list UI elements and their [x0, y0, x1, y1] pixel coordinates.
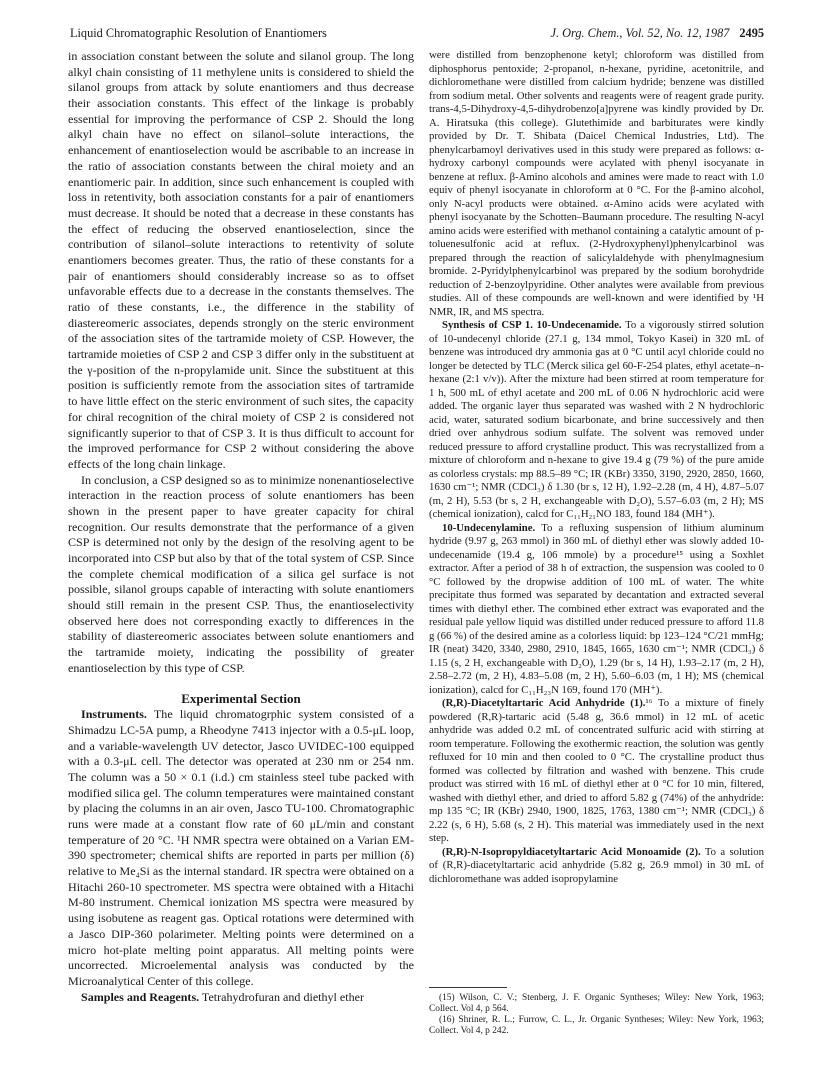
monoamide-run-in-head: (R,R)-N-Isopropyldiacetyltartaric Acid Monoamide (2). — [442, 845, 701, 858]
reagents-paragraph: were distilled from benzophenone ketyl; chloroform was distilled from diphosphorus pentoxide; 2-propanol, n-hexane, pyridine, acetonitrile, and dichloromethane were distilled from calcium hydride; benzene was distilled from sodium metal. Other solvents and reagents were of reagent grade purity. trans-4,5-Dihydroxy-4,5-dihydrobenzo[a]pyrene was kindly provided by Dr. A. Hiratsuka (this college). Glutethimide and barbiturates were kindly provided by Dr. T. Shibata (Daicel Chemical Industries, Ltd). The phenylcarbamoyl derivatives used in this study were prepared as follows: α-hydroxy carbonyl compounds were acylated with phenyl isocyanate in benzene at reflux. β-Amino alcohols and amines were made to react with 1.0 equiv of phenyl isocyanate in chloroform at 0 °C. For the β-amino alcohol, only N-acyl products were obtained. α-Amino acids were acylated with phenyl isocyanate by the Schotten–Baumann procedure. The resulting N-acyl amino acids were esterified with methanol containing a catalytic amount of p-toluenesulfonic acid at reflux. (2-Hydroxyphenyl)phenylcarbinol was prepared through the reaction of salicylaldehyde with phenylmagnesium bromide. 2-Pyridylphenylcarbinol was prepared by the sodium borohydride reduction of 2-benzoylpyridine. Other analytes were available from previous studies. All of these compounds are well-known and were identified by ¹H NMR, IR, and MS spectra. — [429, 49, 764, 318]
samples-run-in-head: Samples and Reagents. — [81, 989, 200, 1004]
monoamide-text: To a solution of (R,R)-diacetyltartaric acid anhydride (5.82 g, 26.9 mmol) in 30 mL of dichloromethane was added isopropylamine — [429, 845, 764, 885]
csp1-text: To a vigorously stirred solution of 10-undecenyl chloride (27.1 g, 134 mmol, Tokyo Kasei) in 320 mL of benzene was introduced dry ammonia gas at 0 °C until acyl chloride could no longer be detected by TLC (Merck silica gel 60-F-254 plates, ethyl acetate–n-hexane (2:1 v/v)). After the mixture had been stirred at room temperature for 1 h, 500 mL of ethyl acetate and 200 mL of 0.06 N hydrochloric acid were added. The organic layer thus separated was washed with 2 N hydrochloric acid, water, saturated sodium bicarbonate, and brine successively and then dried over anhydrous sodium sulfate. The solvent was removed under reduced pressure to afford crystalline product. This was recrystallized from a mixture of chloroform and n-hexane to give 19.4 g (79 %) of the pure amide as colorless crystals: mp 88.5–89 °C; IR (KBr) 3350, 3190, 2920, 2850, 1660, 1630 cm⁻¹; NMR (CDCl₃) δ 1.30 (br s, 12 H), 1.92–2.28 (m, 4 H), 4.87–5.07 (m, 2 H), 5.53 (br s, 2 H, exchangeable with D₂O), 5.57–6.03 (m, 2 H); MS (chemical ionization), calcd for C₁₁H₂₁NO 183, found 184 (MH⁺). — [429, 319, 764, 520]
right-column — [429, 49, 764, 886]
instruments-run-in-head: Instruments. — [81, 707, 147, 722]
footnotes — [429, 993, 764, 1037]
anhydride-text: To a mixture of finely powdered (R,R)-tartaric acid (5.48 g, 36.6 mmol) in 12 mL of acetic anhydride was added 0.2 mL of concentrated sulfuric acid with stirring at room temperature. Following the exothermic reaction, the solution was gently refluxed for 10 min and then cooled to 0 °C. The crystalline product thus formed was collected by filtration and washed with benzene. This crude product was stirred with 16 mL of diethyl ether at 0 °C for 10 min, filtered, washed with diethyl ether, and dried to afford 5.82 g (74%) of the anhydride: mp 135 °C; IR (KBr) 2940, 1900, 1825, 1763, 1380 cm⁻¹; NMR (CDCl₃) δ 2.22 (s, 6 H), 5.68 (s, 2 H). This material was immediately used in the next step. — [429, 697, 765, 844]
page-number: 2495 — [739, 26, 764, 40]
instruments-text: The liquid chromatogrphic system consisted of a Shimadzu LC-5A pump, a Rheodyne 7413 injector with a 0.5-μL loop, and a variable-wavelength UV detector, Jasco UVIDEC-100 equipped with a 0.3-μL cell. The detector was operated at 230 nm or 254 nm. The column was a 50 × 0.1 (i.d.) cm stainless steel tube packed with modified silica gel. The column temperatures were maintained constant by placing the columns in an air oven, Jasco TU-100. Chromatographic runs were made at a constant flow rate of 60 μL/min and constant temperature of 20 °C. ¹H NMR spectra were obtained on a Varian EM-390 spectrometer; chemical shifts are reported in parts per million (δ) relative to Me₄Si as the internal standard. IR spectra were obtained on a Hitachi 260-10 spectrometer. MS spectra were obtained with a Hitachi M-80 instrument. Chemical ionization MS spectra were measured by using isobutene as reagent gas. Optical rotations were determined with a Jasco DIP-360 polarimeter. Melting points were determined on a micro hot-plate melting point apparatus. All melting points were uncorrected. Microelemental analysis was conducted by the Microanalytical Center of this college. — [68, 707, 414, 988]
csp1-paragraph — [429, 319, 764, 522]
section-heading: Experimental Section — [181, 690, 301, 706]
anhydride-ref: ¹⁶ — [645, 697, 653, 709]
anhydride-run-in-head: (R,R)-Diacetyltartaric Acid Anhydride (1). — [442, 697, 646, 709]
journal-info: J. Org. Chem., Vol. 52, No. 12, 1987 — [550, 26, 730, 40]
instruments-paragraph — [68, 707, 414, 989]
conclusion-paragraph: In conclusion, a CSP designed so as to minimize nonenantioselective interaction in the reaction process of solute enantiomers has been shown in the present paper to have greater capacity for chiral recognition. Our results demonstrate that the performance of a given CSP is determined not only by the design of the resolving agent to be incorporated into CSP but also by that of the total system of CSP. Since the complete chemical modification of a silica gel surface is not possible, silanol groups capable of interacting with solute enantiomers should still remain in the present CSP. Thus, the enantioselectivity observed here does not corresponding exactly to differences in the stability of diastereomeric associates between solute enantiomers and the tartramide moiety, indicating the possibility of greater enantioselection by this type of CSP. — [68, 472, 414, 675]
samples-text: Tetrahydrofuran and diethyl ether — [199, 989, 364, 1004]
samples-paragraph — [68, 990, 414, 1006]
footnote-divider — [429, 987, 507, 988]
left-column — [68, 49, 414, 1005]
anhydride-paragraph — [429, 697, 764, 846]
footnote-16: (16) Shriner, R. L.; Furrow, C. L., Jr. Organic Syntheses; Wiley: New York, 1963; Collect. Vol 4, p 242. — [429, 1015, 764, 1036]
journal-citation — [551, 26, 764, 40]
csp1-run-in-head: Synthesis of CSP 1. 10-Undecenamide. — [442, 319, 622, 331]
monoamide-paragraph — [429, 846, 764, 887]
running-title: Liquid Chromatographic Resolution of Enantiomers — [70, 26, 327, 40]
amine-text: To a refluxing suspension of lithium aluminum hydride (9.97 g, 263 mmol) in 360 mL of diethyl ether was slowly added 10-undecenamide (19.4 g, 106 mmole) by a procedure¹⁵ using a Soxhlet extractor. After a period of 38 h of extraction, the suspension was cooled to 0 °C followed by the dropwise addition of 100 mL of water. The white precipitate thus formed was separated by decantation and extracted several times with diethyl ether. The combined ether extract was evaporated and the residual pale yellow liquid was distilled under reduced pressure to afford 11.8 g (66 %) of the desired amine as a colorless liquid: bp 123–124 °C/21 mmHg; IR (neat) 3420, 3340, 2980, 2910, 1845, 1665, 1630 cm⁻¹; NMR (CDCl₃) δ 1.15 (s, 2 H, exchangeable with D₂O), 1.29 (br s, 14 H), 1.93–2.17 (m, 2 H), 2.58–2.72 (m, 2 H), 4.83–5.08 (m, 2 H), 5.60–6.03 (m, 1 H); MS (chemical ionization), calcd for C₁₁H₂₃N 169, found 170 (MH⁺). — [429, 521, 764, 696]
discussion-paragraph-1: in association constant between the solute and silanol group. The long alkyl chain consisting of 11 methylene units is considered to shield the silanol groups from attack by solute enantiomers and thus decrease their association constants. This effect of the linkage is probably essential for improving the performance of CSP 2. Should the long alkyl chain have no effect on silanol–solute interactions, the enhancement of enantioselection would be ascribable to an increase in the ratio of association constants between the chiral moiety and an enantiomeric pair. In addition, since such enhancement is coupled with loss in retentivity, both association constants for a pair of enantiomers must decrease. It should be noted that a decrease in these constants has the effect of reducing the observed enantioselection, since the contribution of silanol–solute interactions to retentivity of solute enantiomers becomes greater. Thus, the ratio of these constants for a pair of enantiomers should considerably increase so as to offset unfavorable effects due to a decrease in the constants themselves. The ratio of these constants, i.e., the difference in the stability of diastereomeric associates, depends strongly on the steric environment of the association sites of the tartramide moiety of CSP. However, the tartramide moieties of CSP 2 and CSP 3 differ only in the substituent at the γ-position of the n-propylamide unit. Since the substituent at this position is sufficiently remote from the association sites of tartramide to have little effect on the steric environment of such sites, the capacity for chiral recognition of the chiral moiety of CSP 2 is considered not significantly superior to that of CSP 3. It is thus difficult to account for the improved performance for CSP 2 without considering the above effects of the long chain linkage. — [68, 49, 414, 471]
running-header — [70, 26, 764, 40]
footnote-15: (15) Wilson, C. V.; Stenberg, J. F. Organic Syntheses; Wiley: New York, 1963; Collect. Vol 4, p 564. — [429, 993, 764, 1014]
amine-run-in-head: 10-Undecenylamine. — [442, 521, 536, 534]
amine-paragraph — [429, 522, 764, 698]
